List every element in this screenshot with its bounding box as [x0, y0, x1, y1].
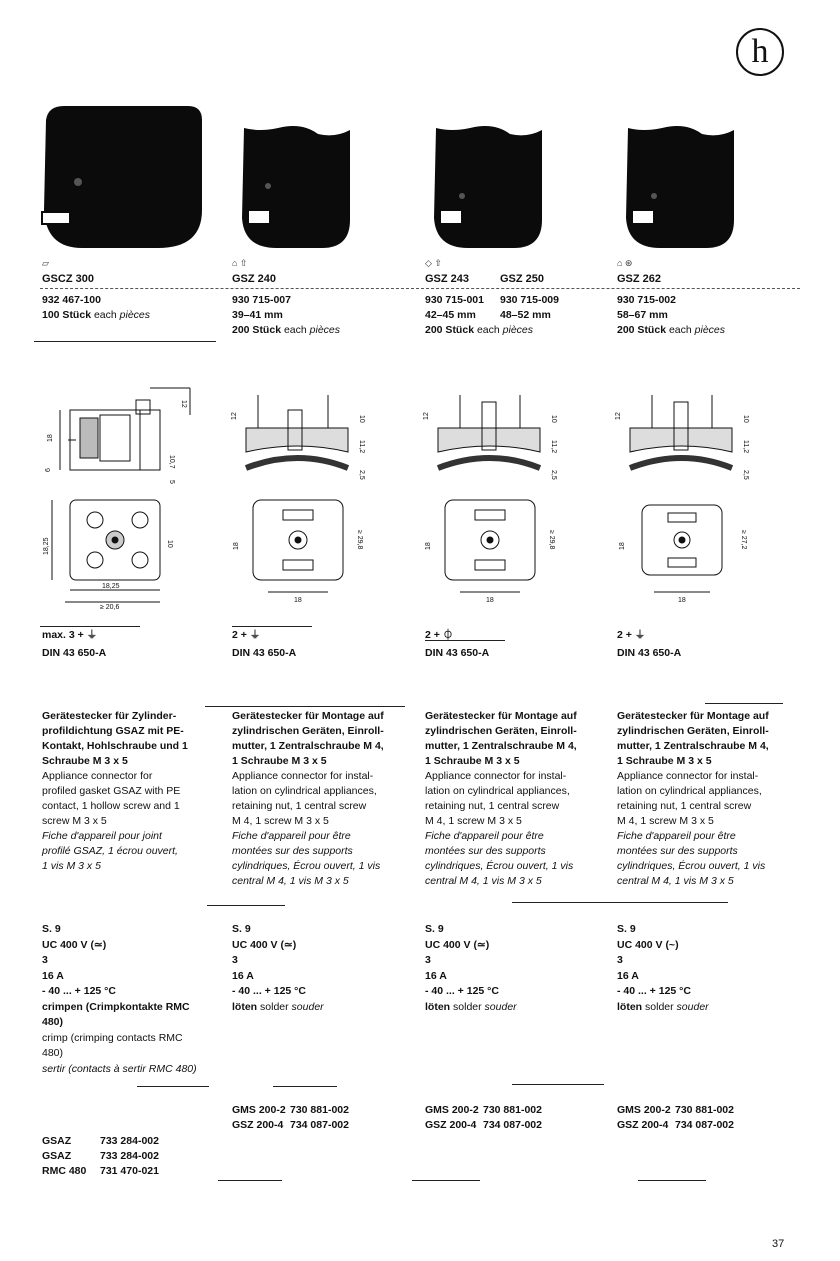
svg-text:18,25: 18,25	[43, 537, 50, 555]
contact-config: max. 3 + ⏚	[42, 629, 98, 641]
accessory-row: GSZ 200-4 734 087-002	[617, 1119, 734, 1131]
model-name: GSZ 243	[425, 273, 470, 285]
accessory-row: GSZ 200-4 734 087-002	[232, 1119, 349, 1131]
svg-text:5: 5	[168, 480, 175, 484]
specs-0: S. 9 UC 400 V (≃) 3 16 A - 40 ... + 125 °C crimpen (Crimpkontakte RMC 480) crimp (crimping contacts RMC 480) sertir (contacts à sertir RMC 480)	[42, 923, 197, 1075]
divider	[207, 905, 285, 906]
accessory-row: RMC 480 731 470-021	[42, 1165, 159, 1177]
svg-text:18: 18	[233, 542, 240, 550]
cable-range: 39–41 mm	[232, 309, 283, 321]
svg-text:≥ 29,8: ≥ 29,8	[356, 530, 363, 550]
header-rule	[40, 288, 800, 289]
divider	[232, 626, 312, 627]
accessory-row: GSAZ 733 284-002	[42, 1135, 159, 1147]
svg-text:11,2: 11,2	[358, 440, 365, 454]
approval-symbols-3: ⌂ ⊛	[617, 258, 633, 268]
svg-text:18: 18	[47, 434, 54, 442]
divider	[705, 703, 783, 704]
model-name: GSZ 262	[617, 273, 662, 285]
svg-text:12: 12	[615, 412, 622, 420]
model-name: GSZ 240	[232, 273, 277, 285]
accessory-row: GMS 200-2 730 881-002	[425, 1104, 542, 1116]
cable-range: 58–67 mm	[617, 309, 668, 321]
accessory-row: GSAZ 733 284-002	[42, 1150, 159, 1162]
order-number: 930 715-002	[617, 294, 676, 306]
product-photo-gsz-240	[230, 100, 360, 250]
divider	[412, 1180, 480, 1181]
svg-text:12: 12	[423, 412, 430, 420]
product-photo-gsz-243	[422, 100, 552, 250]
svg-text:18: 18	[294, 597, 302, 604]
order-number: 930 715-001	[425, 294, 484, 306]
svg-text:2,5: 2,5	[742, 470, 749, 480]
order-number: 930 715-007	[232, 294, 291, 306]
description-0: Gerätestecker für Zylinder- profildichtung GSAZ mit PE- Kontakt, Hohlschraube und 1 Schraube M 3 x 5 Appliance connector for profiled gasket GSAZ with PE contact, 1 hollow screw and 1 screw M 3 x 5 Fiche d'appareil pour joint profilé GSAZ, 1 écrou ouvert, 1 vis M 3 x 5	[42, 710, 188, 872]
svg-text:10: 10	[550, 415, 557, 423]
quantity: 100 Stück each pièces	[42, 309, 151, 321]
technical-drawing-1	[228, 380, 378, 615]
description-2: Gerätestecker für Montage auf zylindrischen Geräten, Einroll- mutter, 1 Zentralschraube M 4, 1 Schraube M 3 x 5 Appliance connector for instal- lation on cylindrical appliances, retaining nut, 1 central screw M 4, 1 screw M 3 x 5 Fiche d'appareil pour être montées sur des supports cylindriques, Écrou ouvert, 1 vis central M 4, 1 vis M 3 x 5	[425, 710, 577, 887]
approval-symbols-2: ◇ ⇧	[425, 258, 442, 268]
svg-text:10: 10	[358, 415, 365, 423]
contact-config: 2 + ⏚	[232, 629, 261, 641]
model-name: GSCZ 300	[42, 273, 94, 285]
quantity: 200 Stück each pièces	[425, 324, 534, 336]
specs-1: S. 9 UC 400 V (≃) 3 16 A - 40 ... + 125 °C löten solder souder	[232, 923, 324, 1013]
technical-drawing-2	[420, 380, 570, 615]
standard: DIN 43 650-A	[617, 647, 682, 659]
contact-config: 2 + ⏀	[425, 629, 454, 641]
divider	[218, 1180, 282, 1181]
svg-text:18: 18	[678, 597, 686, 604]
brand-logo: h	[736, 28, 784, 76]
svg-text:≥ 27,2: ≥ 27,2	[740, 530, 747, 550]
svg-text:2,5: 2,5	[358, 470, 365, 480]
quantity: 200 Stück each pièces	[232, 324, 341, 336]
specs-3: S. 9 UC 400 V (~) 3 16 A - 40 ... + 125 °C löten solder souder	[617, 923, 709, 1013]
divider	[273, 1086, 337, 1087]
model-name: GSZ 250	[500, 273, 545, 285]
svg-text:≥ 20,6: ≥ 20,6	[100, 604, 120, 611]
svg-text:11,2: 11,2	[550, 440, 557, 454]
description-1: Gerätestecker für Montage auf zylindrischen Geräten, Einroll- mutter, 1 Zentralschraube M 4, 1 Schraube M 3 x 5 Appliance connector for instal- lation on cylindrical appliances, retaining nut, 1 central screw M 4, 1 screw M 3 x 5 Fiche d'appareil pour être montées sur des supports cylindriques, Écrou ouvert, 1 vis central M 4, 1 vis M 3 x 5	[232, 710, 384, 887]
contact-config: 2 + ⏚	[617, 629, 646, 641]
svg-text:11,2: 11,2	[742, 440, 749, 454]
svg-text:12: 12	[231, 412, 238, 420]
svg-text:18: 18	[486, 597, 494, 604]
svg-text:18,25: 18,25	[102, 583, 120, 590]
divider	[34, 341, 216, 342]
divider	[638, 1180, 706, 1181]
order-number: 930 715-009	[500, 294, 559, 306]
specs-2: S. 9 UC 400 V (≃) 3 16 A - 40 ... + 125 °C löten solder souder	[425, 923, 517, 1013]
quantity: 200 Stück each pièces	[617, 324, 726, 336]
standard: DIN 43 650-A	[42, 647, 107, 659]
svg-text:12: 12	[180, 400, 187, 408]
description-3: Gerätestecker für Montage auf zylindrischen Geräten, Einroll- mutter, 1 Zentralschraube M 4, 1 Schraube M 3 x 5 Appliance connector for instal- lation on cylindrical appliances, retaining nut, 1 central screw M 4, 1 screw M 3 x 5 Fiche d'appareil pour être montées sur des supports cylindriques, Écrou ouvert, 1 vis central M 4, 1 vis M 3 x 5	[617, 710, 769, 887]
divider	[512, 902, 728, 903]
cable-range: 42–45 mm	[425, 309, 476, 321]
svg-text:10,7: 10,7	[168, 455, 175, 469]
product-photo-gscz-300	[38, 100, 208, 250]
approval-symbols-1: ⌂ ⇧	[232, 258, 248, 268]
standard: DIN 43 650-A	[425, 647, 490, 659]
page-number: 37	[772, 1238, 785, 1250]
approval-symbols-0: ▱	[42, 258, 49, 268]
cable-range: 48–52 mm	[500, 309, 551, 321]
order-number: 932 467-100	[42, 294, 101, 306]
accessory-row: GMS 200-2 730 881-002	[232, 1104, 349, 1116]
divider	[40, 626, 140, 627]
accessory-row: GMS 200-2 730 881-002	[617, 1104, 734, 1116]
svg-text:10: 10	[742, 415, 749, 423]
divider	[512, 1084, 604, 1085]
svg-text:18: 18	[619, 542, 626, 550]
divider	[137, 1086, 209, 1087]
technical-drawing-3	[612, 380, 762, 615]
svg-text:2,5: 2,5	[550, 470, 557, 480]
divider	[205, 706, 405, 707]
svg-text:6: 6	[45, 468, 52, 472]
standard: DIN 43 650-A	[232, 647, 297, 659]
svg-text:18: 18	[425, 542, 432, 550]
product-photo-gsz-262	[614, 100, 744, 250]
svg-text:10: 10	[166, 540, 173, 548]
accessory-row: GSZ 200-4 734 087-002	[425, 1119, 542, 1131]
technical-drawing-0	[40, 380, 210, 615]
svg-text:≥ 29,8: ≥ 29,8	[548, 530, 555, 550]
